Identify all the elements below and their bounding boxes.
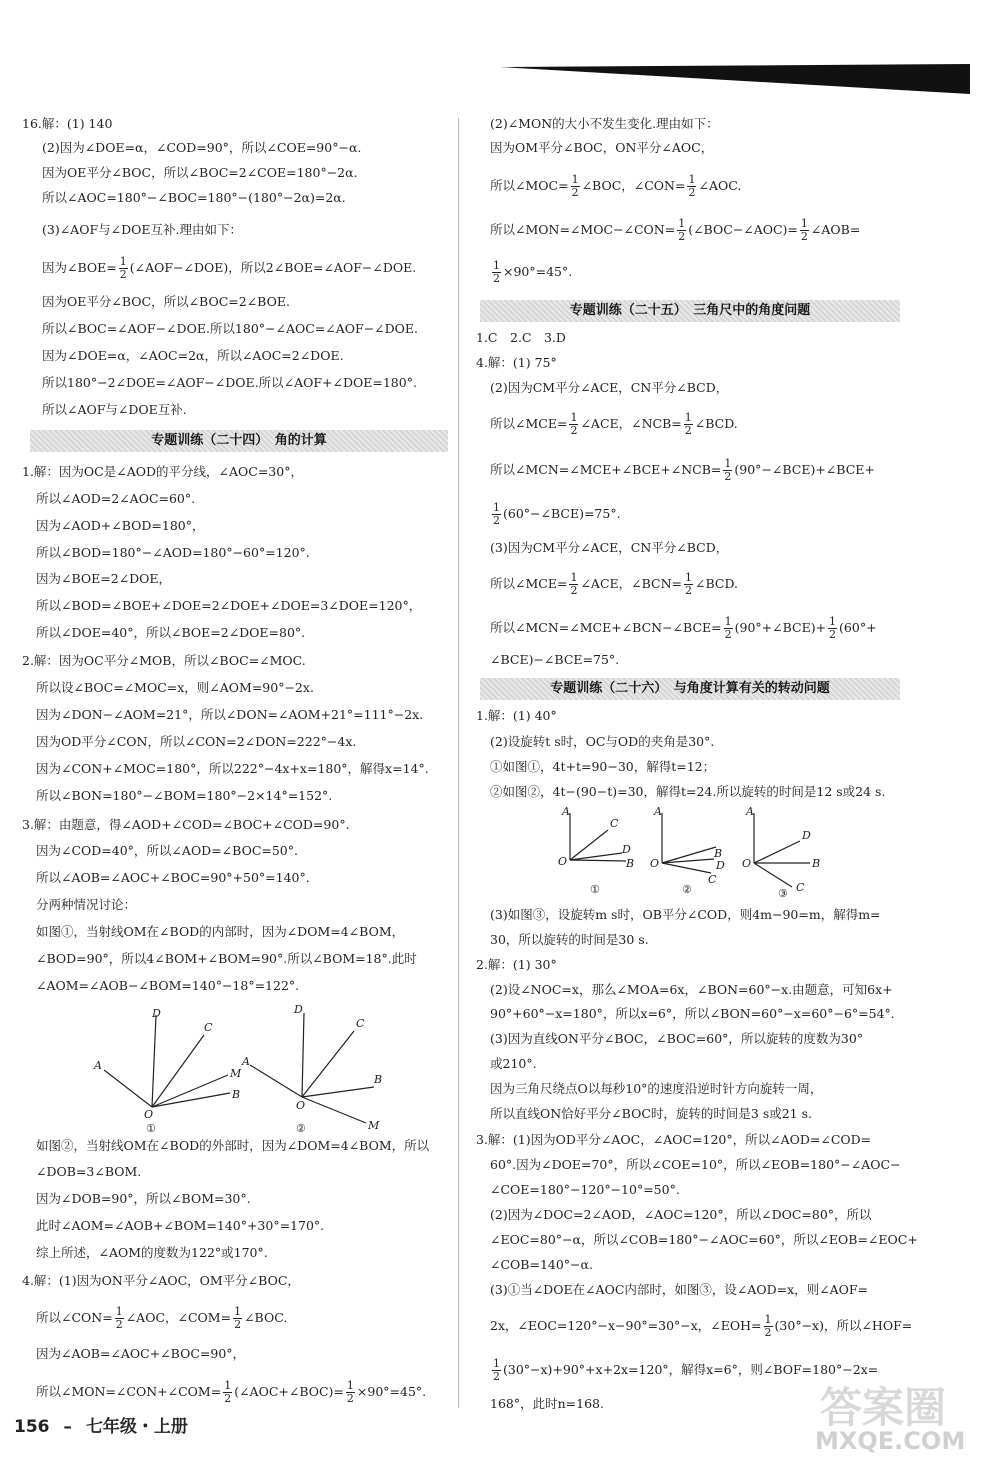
frac-num: 1 [570, 411, 578, 424]
text-line: ∠COB=140°−α. [490, 1257, 593, 1272]
text-line: ∠DOB=3∠BOM. [36, 1164, 142, 1179]
fraction [492, 502, 501, 527]
text-line: (3)因为直线ON平分∠BOC，∠BOC=60°，所以旋转的度数为30° [490, 1031, 864, 1046]
fig-label: C [708, 873, 717, 886]
fig-label: B [626, 857, 635, 870]
fig-label: ① [590, 883, 600, 896]
text-line: (3)①当∠DOE在∠AOC内部时，如图③，设∠AOD=x，则∠AOF= [490, 1282, 869, 1297]
text-part: 所以∠MCN=∠MCE+∠BCN−∠BCE= [490, 620, 722, 635]
text-part: (60°+ [839, 620, 877, 635]
text-line: 因为∠AOD+∠BOD=180°， [36, 518, 205, 533]
frac-num: 1 [800, 217, 808, 230]
text-part: 所以∠MCE= [490, 576, 568, 591]
frac-num: 1 [724, 615, 732, 628]
text-part: 所以∠CON= [36, 1310, 113, 1325]
text-line: 168°，此时n=168. [490, 1396, 604, 1411]
text-part: ∠ACE，∠NCB= [580, 416, 682, 431]
text-line: 因为∠DOB=90°，所以∠BOM=30°. [36, 1191, 251, 1206]
fig-label: O [144, 1108, 154, 1121]
text-line: (2)∠MON的大小不发生变化.理由如下： [490, 116, 719, 131]
fraction [687, 174, 696, 199]
text-part: (30°−x)，所以∠HOF= [774, 1318, 913, 1333]
fraction [724, 616, 733, 641]
text-line: 所以∠AOD=2∠AOC=60°. [36, 491, 196, 506]
frac-den: 2 [119, 268, 127, 281]
text-line: 综上所述，∠AOM的度数为122°或170°. [36, 1245, 268, 1260]
text-part: (∠AOF−∠DOE)，所以2∠BOE=∠AOF−∠DOE. [129, 260, 417, 275]
fig-label: ③ [778, 887, 788, 900]
page-footer [14, 1412, 188, 1437]
text-line: 因为OE平分∠BOC，所以∠BOC=2∠COE=180°−2α. [42, 165, 358, 180]
frac-den: 2 [493, 1370, 500, 1383]
text-line: 因为∠BOE=2∠DOE， [36, 571, 172, 586]
text-line: (2)因为∠DOC=2∠AOD，∠AOC=120°，所以∠DOC=80°，所以 [490, 1207, 872, 1222]
text-line: 60°.因为∠DOE=70°，所以∠COE=10°，所以∠EOB=180°−∠AOC− [490, 1157, 901, 1172]
frac-den: 2 [234, 1318, 242, 1331]
text-part: (90°+∠BCE)+ [734, 620, 827, 635]
text-line: (3)因为CM平分∠ACE，CN平分∠BCD， [490, 540, 729, 555]
fig-label: B [714, 847, 723, 860]
fraction [764, 1314, 773, 1339]
fig-label: A [746, 805, 754, 818]
text-line [490, 1314, 912, 1339]
frac-num: 1 [119, 255, 127, 268]
text-line: (2)设旋转t s时，OC与OD的夹角是30°. [490, 734, 715, 749]
text-part: (90°−∠BCE)+∠BCE+ [734, 462, 875, 477]
text-line: 因为OM平分∠BOC，ON平分∠AOC， [490, 140, 714, 155]
text-line: 所以∠DOE=40°，所以∠BOE=2∠DOE=80°. [36, 625, 306, 640]
watermark-logo-text: 答案圈 [820, 1383, 947, 1432]
text-line: 所以∠AOF与∠DOE互补. [42, 402, 187, 417]
text-line: 1.C 2.C 3.D [476, 330, 566, 345]
fig-label: O [650, 857, 660, 870]
text-line: 因为∠AOB=∠AOC+∠BOC=90°， [36, 1346, 246, 1361]
text-line: 90°+60°−x=180°，所以x=6°，所以∠BON=60°−x=60°−6°=54°. [490, 1006, 895, 1021]
fig-label: M [230, 1067, 242, 1080]
text-line: 分两种情况讨论： [36, 897, 137, 912]
text-part: ∠BCD. [694, 416, 738, 431]
fig-label: O [558, 855, 568, 868]
frac-den: 2 [224, 1392, 232, 1405]
text-line [42, 256, 416, 281]
fraction [492, 1358, 501, 1383]
text-line: 所以设∠BOC=∠MOC=x，则∠AOM=90°−2x. [36, 680, 314, 695]
text-line [490, 218, 860, 243]
watermark-url: MXQE.COM [815, 1427, 966, 1455]
frac-num: 1 [346, 1379, 354, 1392]
frac-num: 1 [493, 501, 500, 514]
text-line: 4.解：(1) 75° [476, 355, 557, 370]
text-line: 因为OD平分∠CON，所以∠CON=2∠DON=222°−4x. [36, 734, 357, 749]
text-line: 16.解：(1) 140 [22, 116, 113, 131]
fraction [115, 1306, 124, 1331]
text-line [490, 260, 572, 285]
fraction [828, 616, 837, 641]
fig-label: A [242, 1055, 250, 1068]
frac-num: 1 [688, 173, 696, 186]
header-decoration-bar [500, 64, 970, 94]
text-line [36, 1380, 426, 1405]
frac-den: 2 [724, 470, 732, 483]
fig-label: D [294, 1005, 303, 1016]
watermark [790, 1375, 990, 1465]
frac-den: 2 [570, 424, 578, 437]
text-part: 所以∠MON=∠MOC−∠CON= [490, 222, 676, 237]
fig-label: A [94, 1059, 102, 1072]
frac-num: 1 [570, 571, 578, 584]
fig-label: O [742, 857, 752, 870]
column-divider [458, 118, 459, 1408]
fig-label: D [716, 859, 725, 872]
fig-label: B [232, 1088, 241, 1101]
text-line: (3)如图③，设旋转m s时，OB平分∠COD，则4m−90=m，解得m= [490, 907, 881, 922]
text-part: ∠BOC，∠CON= [581, 178, 686, 193]
angle-figures-1-2 [92, 1005, 432, 1135]
fig-label: D [152, 1007, 161, 1020]
grade-label: 七年级・上册 [85, 1417, 188, 1437]
fig-label: B [812, 857, 821, 870]
text-line [36, 1306, 287, 1331]
text-line: 4.解：(1)因为ON平分∠AOC，OM平分∠BOC， [22, 1273, 300, 1288]
fig-label: B [374, 1073, 383, 1086]
text-line [490, 412, 738, 437]
fraction [800, 218, 809, 243]
fraction [233, 1306, 242, 1331]
text-part: 所以∠MON=∠CON+∠COM= [36, 1384, 222, 1399]
fraction [492, 260, 501, 285]
frac-den: 2 [688, 186, 696, 199]
text-line: ∠AOM=∠AOB−∠BOM=140°−18°=122°. [36, 978, 300, 993]
fraction [684, 572, 693, 597]
frac-num: 1 [724, 457, 732, 470]
fig-label: M [368, 1119, 380, 1132]
text-part: 所以∠MOC= [490, 178, 569, 193]
text-line: 所以直线ON恰好平分∠BOC时，旋转的时间是3 s或21 s. [490, 1106, 812, 1121]
frac-num: 1 [224, 1379, 232, 1392]
fig-label: ② [296, 1122, 306, 1135]
text-line: 所以∠BOD=180°−∠AOD=180°−60°=120°. [36, 545, 310, 560]
text-line [490, 174, 741, 199]
frac-den: 2 [800, 230, 808, 243]
text-line: ∠EOC=80°−α，所以∠COB=180°−∠AOC=60°，所以∠EOB=∠EOC+ [490, 1232, 918, 1247]
section-heading: 专题训练（二十五） 三角尺中的角度问题 [480, 300, 900, 322]
fraction [723, 458, 732, 483]
frac-num: 1 [685, 571, 692, 584]
frac-num: 1 [678, 217, 686, 230]
frac-den: 2 [764, 1326, 772, 1339]
fraction [346, 1380, 355, 1405]
fig-label: D [622, 843, 631, 856]
fraction [569, 572, 578, 597]
text-line [490, 458, 875, 483]
fig-label: ② [682, 883, 692, 896]
frac-den: 2 [684, 424, 692, 437]
frac-num: 1 [115, 1305, 123, 1318]
text-part: ∠AOC. [698, 178, 742, 193]
fig-label: C [204, 1021, 213, 1034]
frac-num: 1 [829, 615, 837, 628]
text-line: 所以∠BON=180°−∠BOM=180°−2×14°=152°. [36, 788, 333, 803]
text-line: 如图①，当射线OM在∠BOD的内部时，因为∠DOM=4∠BOM， [36, 924, 405, 939]
section-heading: 专题训练（二十四） 角的计算 [30, 430, 448, 452]
text-line: 因为OE平分∠BOC，所以∠BOC=2∠BOE. [42, 294, 290, 309]
text-line: (2)设∠NOC=x，那么∠MOA=6x，∠BON=60°−x.由题意，可知6x+ [490, 982, 893, 997]
text-part: (∠BOC−∠AOC)= [688, 222, 798, 237]
text-part: ∠AOC，∠COM= [125, 1310, 232, 1325]
text-line: 3.解：由题意，得∠AOD+∠COD=∠BOC+∠COD=90°. [22, 817, 350, 832]
text-line: 因为∠DON−∠AOM=21°，所以∠DON=∠AOM+21°=111°−2x. [36, 707, 424, 722]
text-line: 3.解：(1)因为OD平分∠AOC，∠AOC=120°，所以∠AOD=∠COD= [476, 1132, 872, 1147]
text-part: ×90°=45°. [503, 264, 573, 279]
text-line: 因为∠COD=40°，所以∠AOD=∠BOC=50°. [36, 843, 298, 858]
fig-label: ① [146, 1122, 156, 1135]
text-line: 或210°. [490, 1056, 537, 1071]
fig-label: D [802, 829, 811, 842]
fig-label: C [610, 817, 619, 830]
section-heading: 专题训练（二十六） 与角度计算有关的转动问题 [480, 678, 900, 700]
text-line: 所以∠BOC=∠AOF−∠DOE.所以180°−∠AOC=∠AOF−∠DOE. [42, 321, 419, 336]
text-line: 所以180°−2∠DOE=∠AOF−∠DOE.所以∠AOF+∠DOE=180°. [42, 375, 417, 390]
text-line: 此时∠AOM=∠AOB+∠BOM=140°+30°=170°. [36, 1218, 325, 1233]
text-part: ∠BOC. [244, 1310, 288, 1325]
text-line: 因为∠DOE=α，∠AOC=2α，所以∠AOC=2∠DOE. [42, 348, 344, 363]
text-part: 因为∠BOE= [42, 260, 117, 275]
frac-den: 2 [570, 584, 578, 597]
fraction [684, 412, 693, 437]
footer-dash: – [63, 1417, 72, 1437]
text-line: ①如图①，4t+t=90−30，解得t=12； [490, 759, 716, 774]
fraction [569, 412, 578, 437]
text-line: (3)∠AOF与∠DOE互补.理由如下： [42, 222, 242, 237]
fig-label: O [296, 1099, 306, 1112]
frac-den: 2 [115, 1318, 123, 1331]
text-line: 2.解：(1) 30° [476, 957, 557, 972]
text-line: (2)因为CM平分∠ACE，CN平分∠BCD， [490, 380, 729, 395]
text-line: 1.解：因为OC是∠AOD的平分线，∠AOC=30°， [22, 464, 303, 479]
fraction [223, 1380, 232, 1405]
frac-den: 2 [493, 514, 500, 527]
text-part: ∠AOB= [810, 222, 861, 237]
frac-den: 2 [685, 584, 692, 597]
text-line [490, 572, 738, 597]
text-part: ∠ACE，∠BCN= [580, 576, 682, 591]
text-line: (2)因为∠DOE=α，∠COD=90°，所以∠COE=90°−α. [42, 140, 362, 155]
fig-label: A [654, 805, 662, 818]
frac-den: 2 [346, 1392, 354, 1405]
fraction [571, 174, 580, 199]
frac-den: 2 [829, 628, 837, 641]
frac-den: 2 [571, 186, 579, 199]
text-part: 所以∠MCE= [490, 416, 568, 431]
text-line: ∠COE=180°−120°−10°=50°. [490, 1182, 680, 1197]
text-line: 所以∠AOB=∠AOC+∠BOC=90°+50°=140°. [36, 870, 310, 885]
text-line: ②如图②，4t−(90−t)=30，解得t=24.所以旋转的时间是12 s或24 s. [490, 784, 886, 799]
text-line: ∠BCE)−∠BCE=75°. [490, 652, 620, 667]
text-part: 所以∠MCN=∠MCE+∠BCE+∠NCB= [490, 462, 722, 477]
text-line: ∠BOD=90°，所以4∠BOM+∠BOM=90°.所以∠BOM=18°.此时 [36, 951, 417, 966]
page-number: 156 [14, 1417, 50, 1437]
text-line: 如图②，当射线OM在∠BOD的外部时，因为∠DOM=4∠BOM，所以 [36, 1138, 430, 1153]
text-part: (60°−∠BCE)=75°. [503, 506, 621, 521]
frac-num: 1 [493, 1357, 500, 1370]
text-line [490, 502, 621, 527]
text-line: 1.解：(1) 40° [476, 708, 557, 723]
text-part: (∠AOC+∠BOC)= [234, 1384, 344, 1399]
fig-label: C [796, 881, 805, 894]
frac-num: 1 [684, 411, 692, 424]
fig-label: A [562, 805, 570, 818]
frac-den: 2 [724, 628, 732, 641]
text-line: 2.解：因为OC平分∠MOB，所以∠BOC=∠MOC. [22, 653, 306, 668]
frac-num: 1 [493, 259, 500, 272]
text-part: 2x，∠EOC=120°−x−90°=30°−x，∠EOH= [490, 1318, 762, 1333]
text-part: ×90°=45°. [356, 1384, 427, 1399]
text-line: 所以∠BOD=∠BOE+∠DOE=2∠DOE+∠DOE=3∠DOE=120°， [36, 598, 422, 613]
rotation-figures [556, 805, 846, 900]
text-part: (30°−x)+90°+x+2x=120°，解得x=6°，则∠BOF=180°−2x= [503, 1362, 879, 1377]
frac-num: 1 [571, 173, 579, 186]
text-line: 因为∠CON+∠MOC=180°，所以222°−4x+x=180°，解得x=14°. [36, 761, 429, 776]
text-line: 30，所以旋转的时间是30 s. [490, 932, 649, 947]
frac-den: 2 [678, 230, 686, 243]
text-line [490, 616, 877, 641]
text-line: 因为三角尺绕点O以每秒10°的速度沿逆时针方向旋转一周， [490, 1081, 823, 1096]
frac-num: 1 [234, 1305, 242, 1318]
fig-label: C [356, 1017, 365, 1030]
text-line: 所以∠AOC=180°−∠BOC=180°−(180°−2α)=2α. [42, 190, 346, 205]
fraction [677, 218, 686, 243]
frac-den: 2 [493, 272, 500, 285]
frac-num: 1 [764, 1313, 772, 1326]
fraction [119, 256, 128, 281]
text-part: ∠BCD. [695, 576, 739, 591]
